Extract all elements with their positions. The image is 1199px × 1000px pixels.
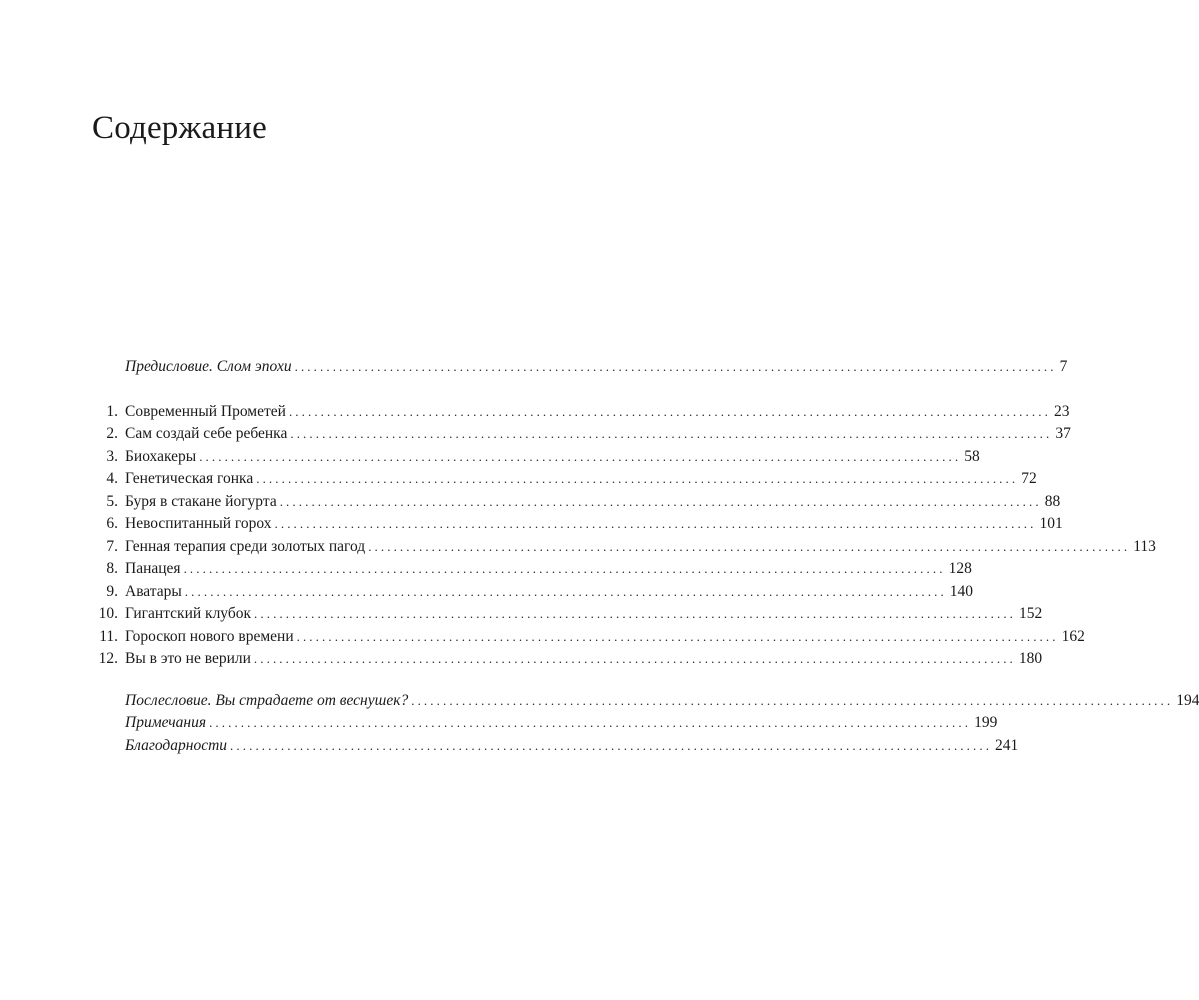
- toc-entry-page: 152: [1019, 605, 1043, 622]
- toc-entry-page: 23: [1053, 402, 1070, 420]
- toc-entry-label: Невоспитанный горох: [125, 515, 272, 532]
- dot-leader: ........................................................................................................................: [256, 471, 1019, 486]
- toc-entry-number: 12.: [98, 650, 118, 667]
- toc-entry-label: Буря в стакане йогурта: [125, 492, 277, 510]
- toc-entry-page: 140: [949, 582, 974, 600]
- table-of-contents: [92, 356, 1199, 757]
- dot-leader: ........................................................................................................................: [411, 692, 1174, 708]
- toc-entry-afterword: [92, 690, 1199, 713]
- toc-entry-label: Благодарности: [125, 736, 228, 754]
- toc-entry-page: 162: [1061, 627, 1085, 645]
- dot-leader: ........................................................................................................................: [254, 606, 1017, 621]
- page-title: Содержание: [92, 110, 267, 146]
- toc-entry-label: Генетическая гонка: [125, 470, 254, 487]
- toc-entry-page: 7: [1059, 358, 1068, 375]
- toc-entry-number: 3.: [106, 447, 118, 465]
- toc-entry-page: 37: [1055, 425, 1071, 442]
- dot-leader: ........................................................................................................................: [288, 403, 1051, 419]
- toc-entry-label: Биохакеры: [125, 447, 197, 465]
- toc-entry-preface: [92, 356, 1068, 379]
- toc-entry-page: 199: [974, 714, 998, 731]
- toc-entry-label: Аватары: [125, 582, 182, 600]
- dot-leader: ........................................................................................................................: [294, 359, 1057, 374]
- toc-entry-number: 11.: [99, 627, 118, 645]
- toc-entry-chapter-9: [92, 581, 974, 604]
- toc-entry-acknowledgements: [92, 735, 1019, 758]
- toc-entry-chapter-12: [92, 648, 1043, 671]
- chapter-list: [92, 401, 1156, 671]
- toc-entry-chapter-2: [92, 423, 1071, 446]
- backmatter-list: [92, 690, 1199, 758]
- toc-entry-chapter-3: [92, 446, 980, 469]
- toc-entry-chapter-10: [92, 603, 1043, 626]
- toc-entry-number: 7.: [106, 537, 118, 555]
- toc-entry-page: 88: [1044, 492, 1061, 510]
- dot-leader: ........................................................................................................................: [199, 448, 962, 464]
- toc-entry-chapter-6: [92, 513, 1063, 536]
- dot-leader: ........................................................................................................................: [253, 651, 1016, 666]
- dot-leader: ........................................................................................................................: [368, 538, 1131, 554]
- toc-entry-number: 4.: [106, 470, 118, 487]
- dot-leader: ........................................................................................................................: [290, 426, 1053, 441]
- toc-entry-chapter-11: [92, 626, 1085, 649]
- toc-entry-chapter-5: [92, 491, 1061, 514]
- dot-leader: ........................................................................................................................: [296, 628, 1059, 644]
- dot-leader: ........................................................................................................................: [184, 583, 947, 599]
- toc-entry-number: 8.: [106, 560, 118, 577]
- toc-entry-page: 113: [1133, 537, 1156, 555]
- toc-entry-number: 2.: [106, 425, 118, 442]
- toc-entry-chapter-1: [92, 401, 1070, 424]
- toc-entry-notes: [92, 712, 998, 735]
- toc-entry-page: 58: [964, 447, 980, 465]
- toc-entry-page: 128: [948, 560, 972, 577]
- toc-entry-chapter-4: [92, 468, 1037, 491]
- toc-entry-page: 101: [1039, 515, 1063, 532]
- toc-entry-page: 72: [1021, 470, 1037, 487]
- dot-leader: ........................................................................................................................: [279, 493, 1042, 509]
- dot-leader: ........................................................................................................................: [209, 715, 972, 730]
- toc-entry-number: 6.: [106, 515, 118, 532]
- toc-entry-label: Современный Прометей: [125, 402, 286, 420]
- toc-entry-page: 194: [1176, 691, 1199, 709]
- toc-entry-label: Гороскоп нового времени: [125, 627, 294, 645]
- toc-entry-label: Примечания: [125, 714, 207, 731]
- toc-entry-chapter-7: [92, 536, 1156, 559]
- toc-entry-label: Послесловие. Вы страдаете от веснушек?: [125, 691, 409, 709]
- toc-entry-label: Вы в это не верили: [125, 650, 251, 667]
- toc-entry-number: 5.: [106, 492, 118, 510]
- toc-entry-page: 241: [995, 736, 1019, 754]
- dot-leader: ........................................................................................................................: [230, 737, 993, 753]
- toc-entry-label: Генная терапия среди золотых пагод: [125, 537, 366, 555]
- toc-entry-page: 180: [1018, 650, 1043, 667]
- toc-entry-label: Сам создай себе ребенка: [125, 425, 288, 442]
- dot-leader: ........................................................................................................................: [183, 561, 946, 576]
- toc-entry-number: 9.: [106, 582, 118, 600]
- toc-entry-label: Гигантский клубок: [125, 605, 252, 622]
- toc-entry-number: 10.: [98, 605, 118, 622]
- toc-entry-label: Предисловие. Слом эпохи: [125, 358, 292, 375]
- toc-entry-chapter-8: [92, 558, 972, 581]
- toc-entry-number: 1.: [106, 402, 118, 420]
- dot-leader: ........................................................................................................................: [274, 516, 1037, 531]
- toc-entry-label: Панацея: [125, 560, 181, 577]
